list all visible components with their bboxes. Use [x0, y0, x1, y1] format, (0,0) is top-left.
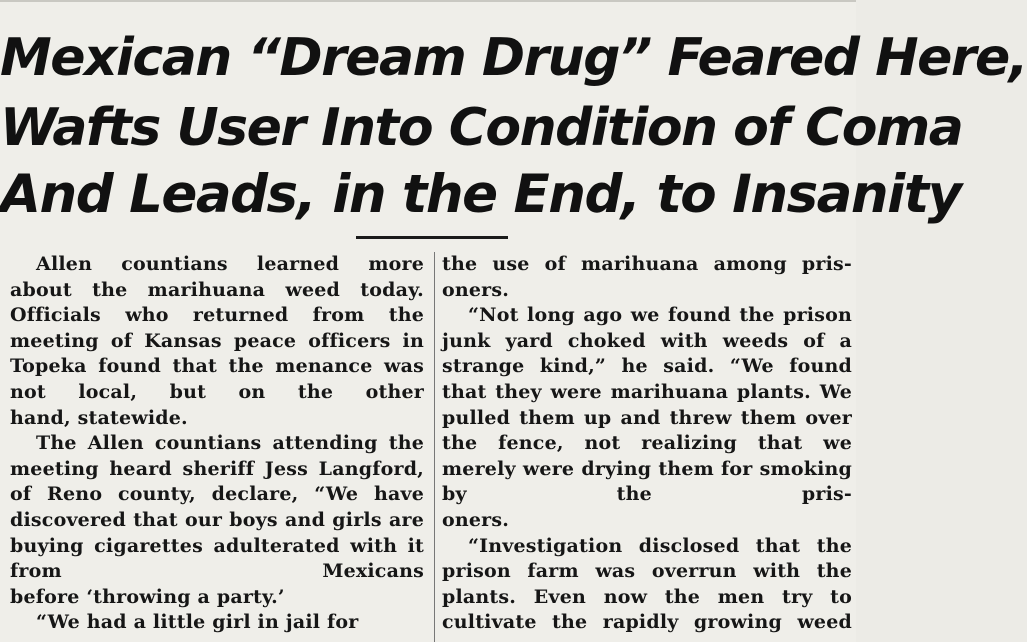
left-paragraph-3: “We had a little girl in jail for [36, 611, 359, 634]
left-paragraph-2: The Allen countians attending the meeting heard sheriff Jess Langford, of Reno county, declare, “We have discovered that our boys and girls are buying cigarettes adulterated with it from Mexicans [10, 432, 424, 583]
left-paragraph-2-end: before ‘throwing a party.’ [10, 585, 285, 608]
clipping-top-edge [0, 0, 856, 2]
article-left-column [10, 252, 424, 636]
right-paragraph-3: “Investigation disclosed that the prison farm was overrun with the plants. Even now the men try to cultivate the rapidly growing weed [442, 534, 852, 634]
headline-line-3: And Leads, in the End, to Insanity [0, 164, 961, 225]
left-paragraph-1: Allen countians learned more about the marihuana weed today. Officials who returned from the meeting of Kansas peace officers in Topeka found that the menance was not local, but on the other [10, 253, 424, 403]
column-divider [434, 252, 435, 642]
left-paragraph-1-end: hand, statewide. [10, 406, 188, 429]
right-paragraph-1: the use of marihuana among pris- [442, 253, 852, 275]
headline-line-1: Mexican “Dream Drug” Feared Here, [0, 28, 1027, 88]
headline-divider-rule [356, 236, 508, 239]
right-paragraph-2: “Not long ago we found the prison junk yard choked with weeds of a strange kind,” he said. “We found that they were marihuana plants. We pulled them up and threw them over the fence, not realizing that we merely were drying them for smoking by the pris- [442, 304, 852, 506]
right-paragraph-2-end: oners. [442, 508, 510, 531]
headline-line-2: Wafts User Into Condition of Coma [0, 98, 963, 158]
right-paragraph-1-end: oners. [442, 278, 510, 301]
article-right-column [442, 252, 852, 636]
